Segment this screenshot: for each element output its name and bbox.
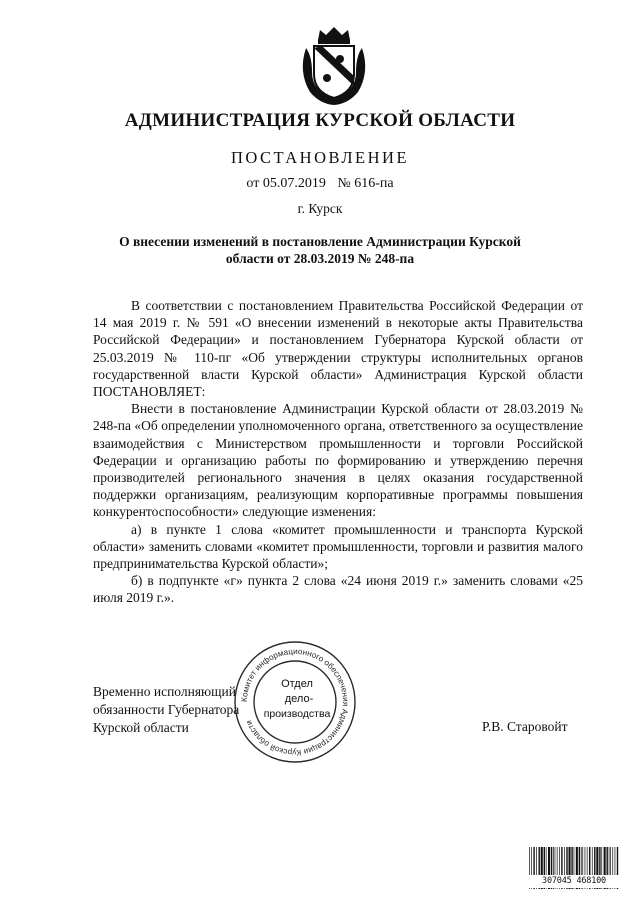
coat-of-arms-icon [296, 26, 372, 106]
body-paragraph: б) в подпункте «г» пункта 2 слова «24 июня 2019 г.» заменить словами «25 июля 2019 г.». [93, 573, 583, 606]
stamp-center-line: производства [263, 708, 331, 720]
signatory-position-line: Курской области [93, 720, 189, 735]
office-stamp [233, 640, 357, 764]
document-date-line [0, 176, 640, 192]
document-city: г. Курск [297, 201, 343, 216]
stamp-center-line: Отдел [281, 678, 313, 690]
stamp-ring-text: Комитет информационного обеспечения Администрации Курской области [239, 646, 351, 758]
signatory-position-line: Временно исполняющий [93, 684, 236, 699]
body-paragraph: Внести в постановление Администрации Курской области от 28.03.2019 № 248-па «Об определении уполномоченного органа, ответственного за осуществление взаимодействия с Министерством промышленности и торговли Российской Федерации и организацию работы по формированию и утверждению перечня производителей регионального значения в целях оказания государственной поддержки организациям, реализующим корпоративные программы повышения конкурентоспособности» следующие изменения: [93, 401, 583, 520]
document-body [93, 297, 583, 607]
signatory-name: Р.В. Старовойт [482, 719, 568, 734]
document-subject: О внесении изменений в постановление Администрации Курской области от 28.03.2019 № 248-па [119, 234, 521, 266]
body-paragraph: В соответствии с постановлением Правительства Российской Федерации от 14 мая 2019 г. № 591 «О внесении изменений в некоторые акты Правительства Российской Федерации» и постановлением Губернатора Курской области от 25.03.2019 № 110-пг «Об утверждении структуры исполнительных органов государственной власти Курской области» Администрация Курской области ПОСТАНОВЛЯЕТ: [93, 298, 583, 400]
document-number: № 616-па [337, 176, 394, 191]
stamp-center-line: дело- [284, 693, 314, 705]
signatory-position-line: обязанности Губернатора [93, 702, 240, 717]
document-type: ПОСТАНОВЛЕНИЕ [230, 148, 410, 167]
document-date: от 05.07.2019 [246, 176, 326, 191]
organization-title: АДМИНИСТРАЦИЯ КУРСКОЙ ОБЛАСТИ [124, 110, 516, 131]
body-paragraph: а) в пункте 1 слова «комитет промышленности и транспорта Курской области» заменить словами «комитет промышленности, торговли и развития малого предпринимательства Курской области»; [93, 521, 583, 572]
barcode-number: 307045 468100 [528, 875, 620, 888]
